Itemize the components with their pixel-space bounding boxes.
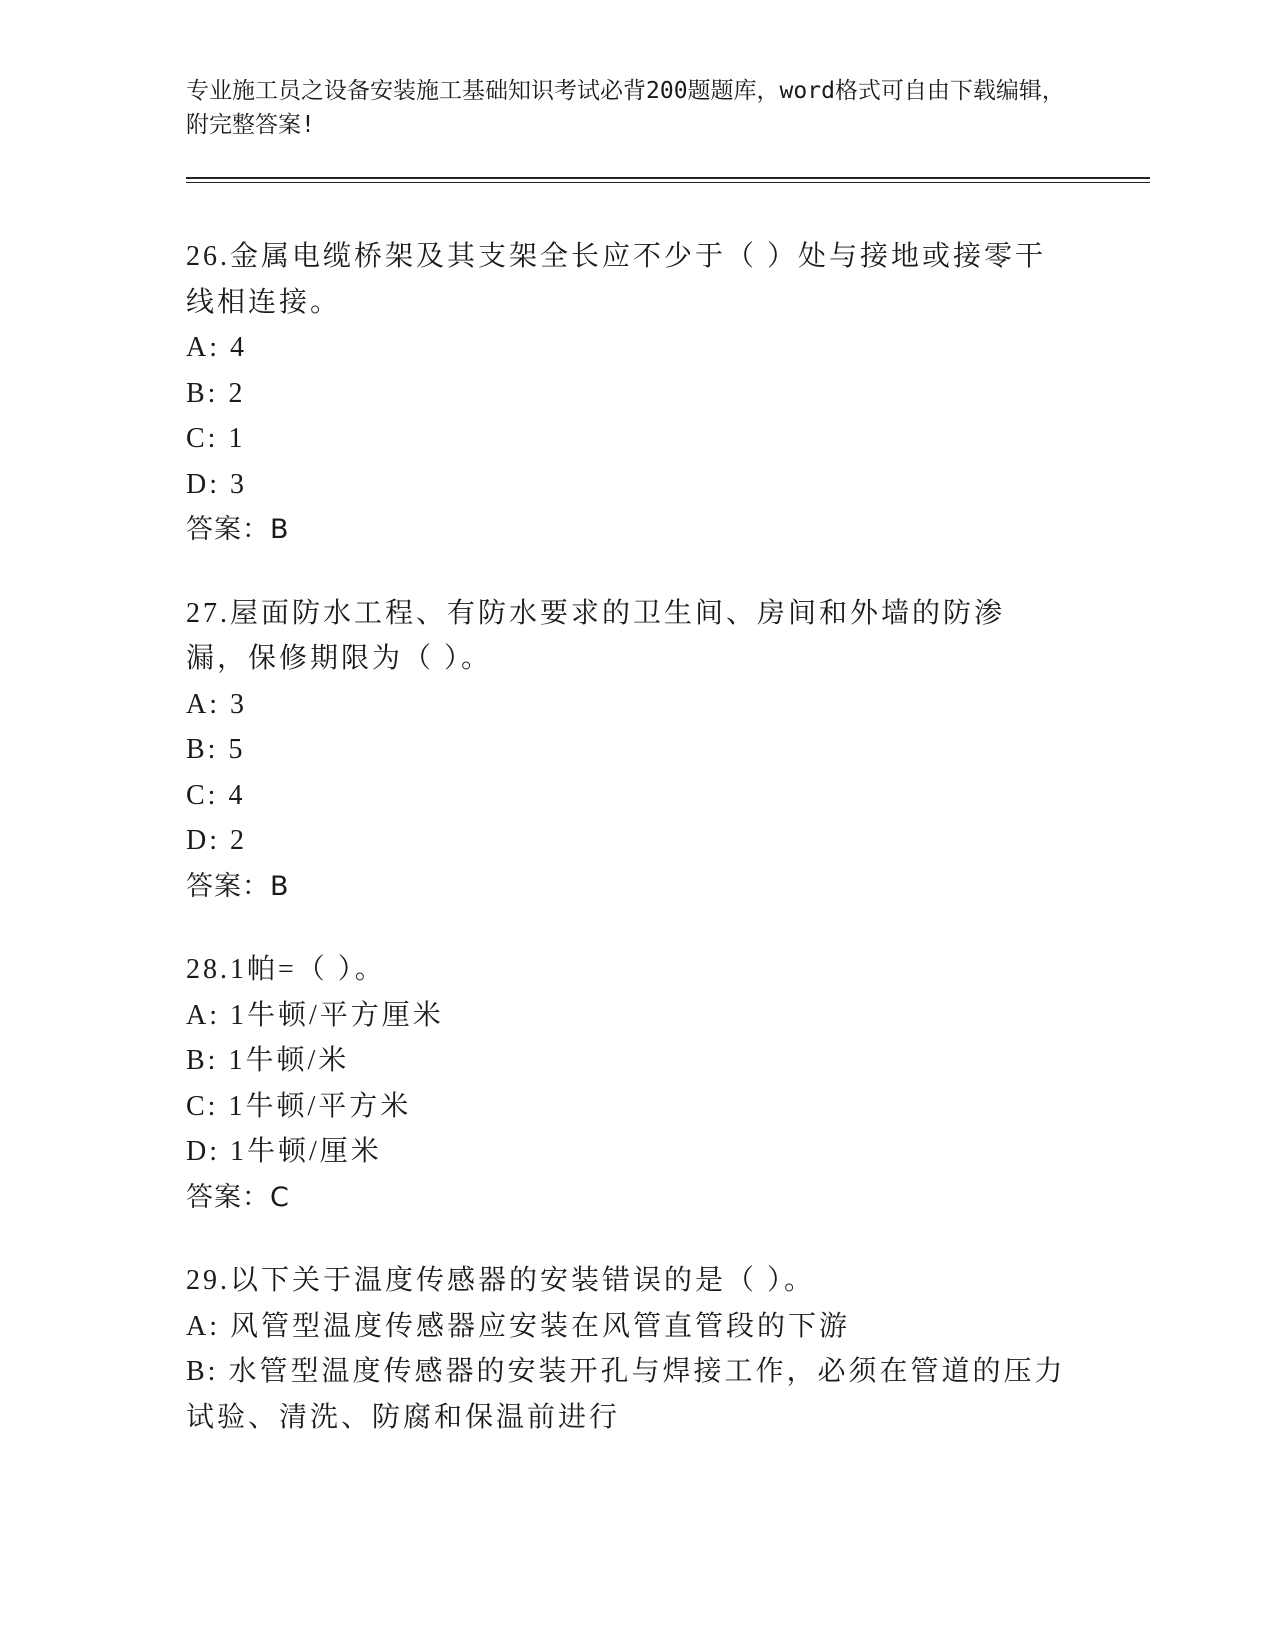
option-a: A: 4 [186,332,247,363]
option-d: D: 2 [186,825,247,856]
option-d: D: 1牛顿/厘米 [186,1136,382,1167]
option-a: A: 1牛顿/平方厘米 [186,999,444,1031]
question-26 [186,234,1066,553]
option-c: C: 4 [186,779,246,811]
option-b: B: 水管型温度传感器的安装开孔与焊接工作，必须在管道的压力试验、清洗、防腐和保温前进行 [186,1356,1066,1433]
question-28 [186,947,1066,1220]
answer-line: 答案：B [186,870,290,902]
question-stem: 26.金属电缆桥架及其支架全长应不少于（ ）处与接地或接零干线相连接。 [186,241,1047,318]
option-a: A: 风管型温度传感器应安装在风管直管段的下游 [186,1310,851,1342]
header-divider-thin [186,182,1150,183]
question-stem: 28.1帕=（ ）。 [186,954,386,985]
question-29 [186,1258,1066,1440]
option-b: B: 1牛顿/米 [186,1045,350,1076]
header-divider-thick [186,177,1150,179]
answer-line: 答案：B [186,514,290,545]
option-d: D: 3 [186,468,247,500]
option-c: C: 1 [186,423,246,454]
question-stem: 27.屋面防水工程、有防水要求的卫生间、房间和外墙的防渗漏，保修期限为（ ）。 [186,597,1006,674]
document-header-text: 专业施工员之设备安装施工基础知识考试必背200题题库，word格式可自由下载编辑，附完整答案! [186,78,1065,138]
option-b: B: 2 [186,377,246,409]
question-list [186,234,1066,1478]
question-stem: 29.以下关于温度传感器的安装错误的是（ ）。 [186,1265,816,1296]
option-c: C: 1牛顿/平方米 [186,1090,412,1122]
option-b: B: 5 [186,734,246,765]
answer-line: 答案：C [186,1181,290,1213]
question-27 [186,591,1066,910]
option-a: A: 3 [186,688,247,720]
